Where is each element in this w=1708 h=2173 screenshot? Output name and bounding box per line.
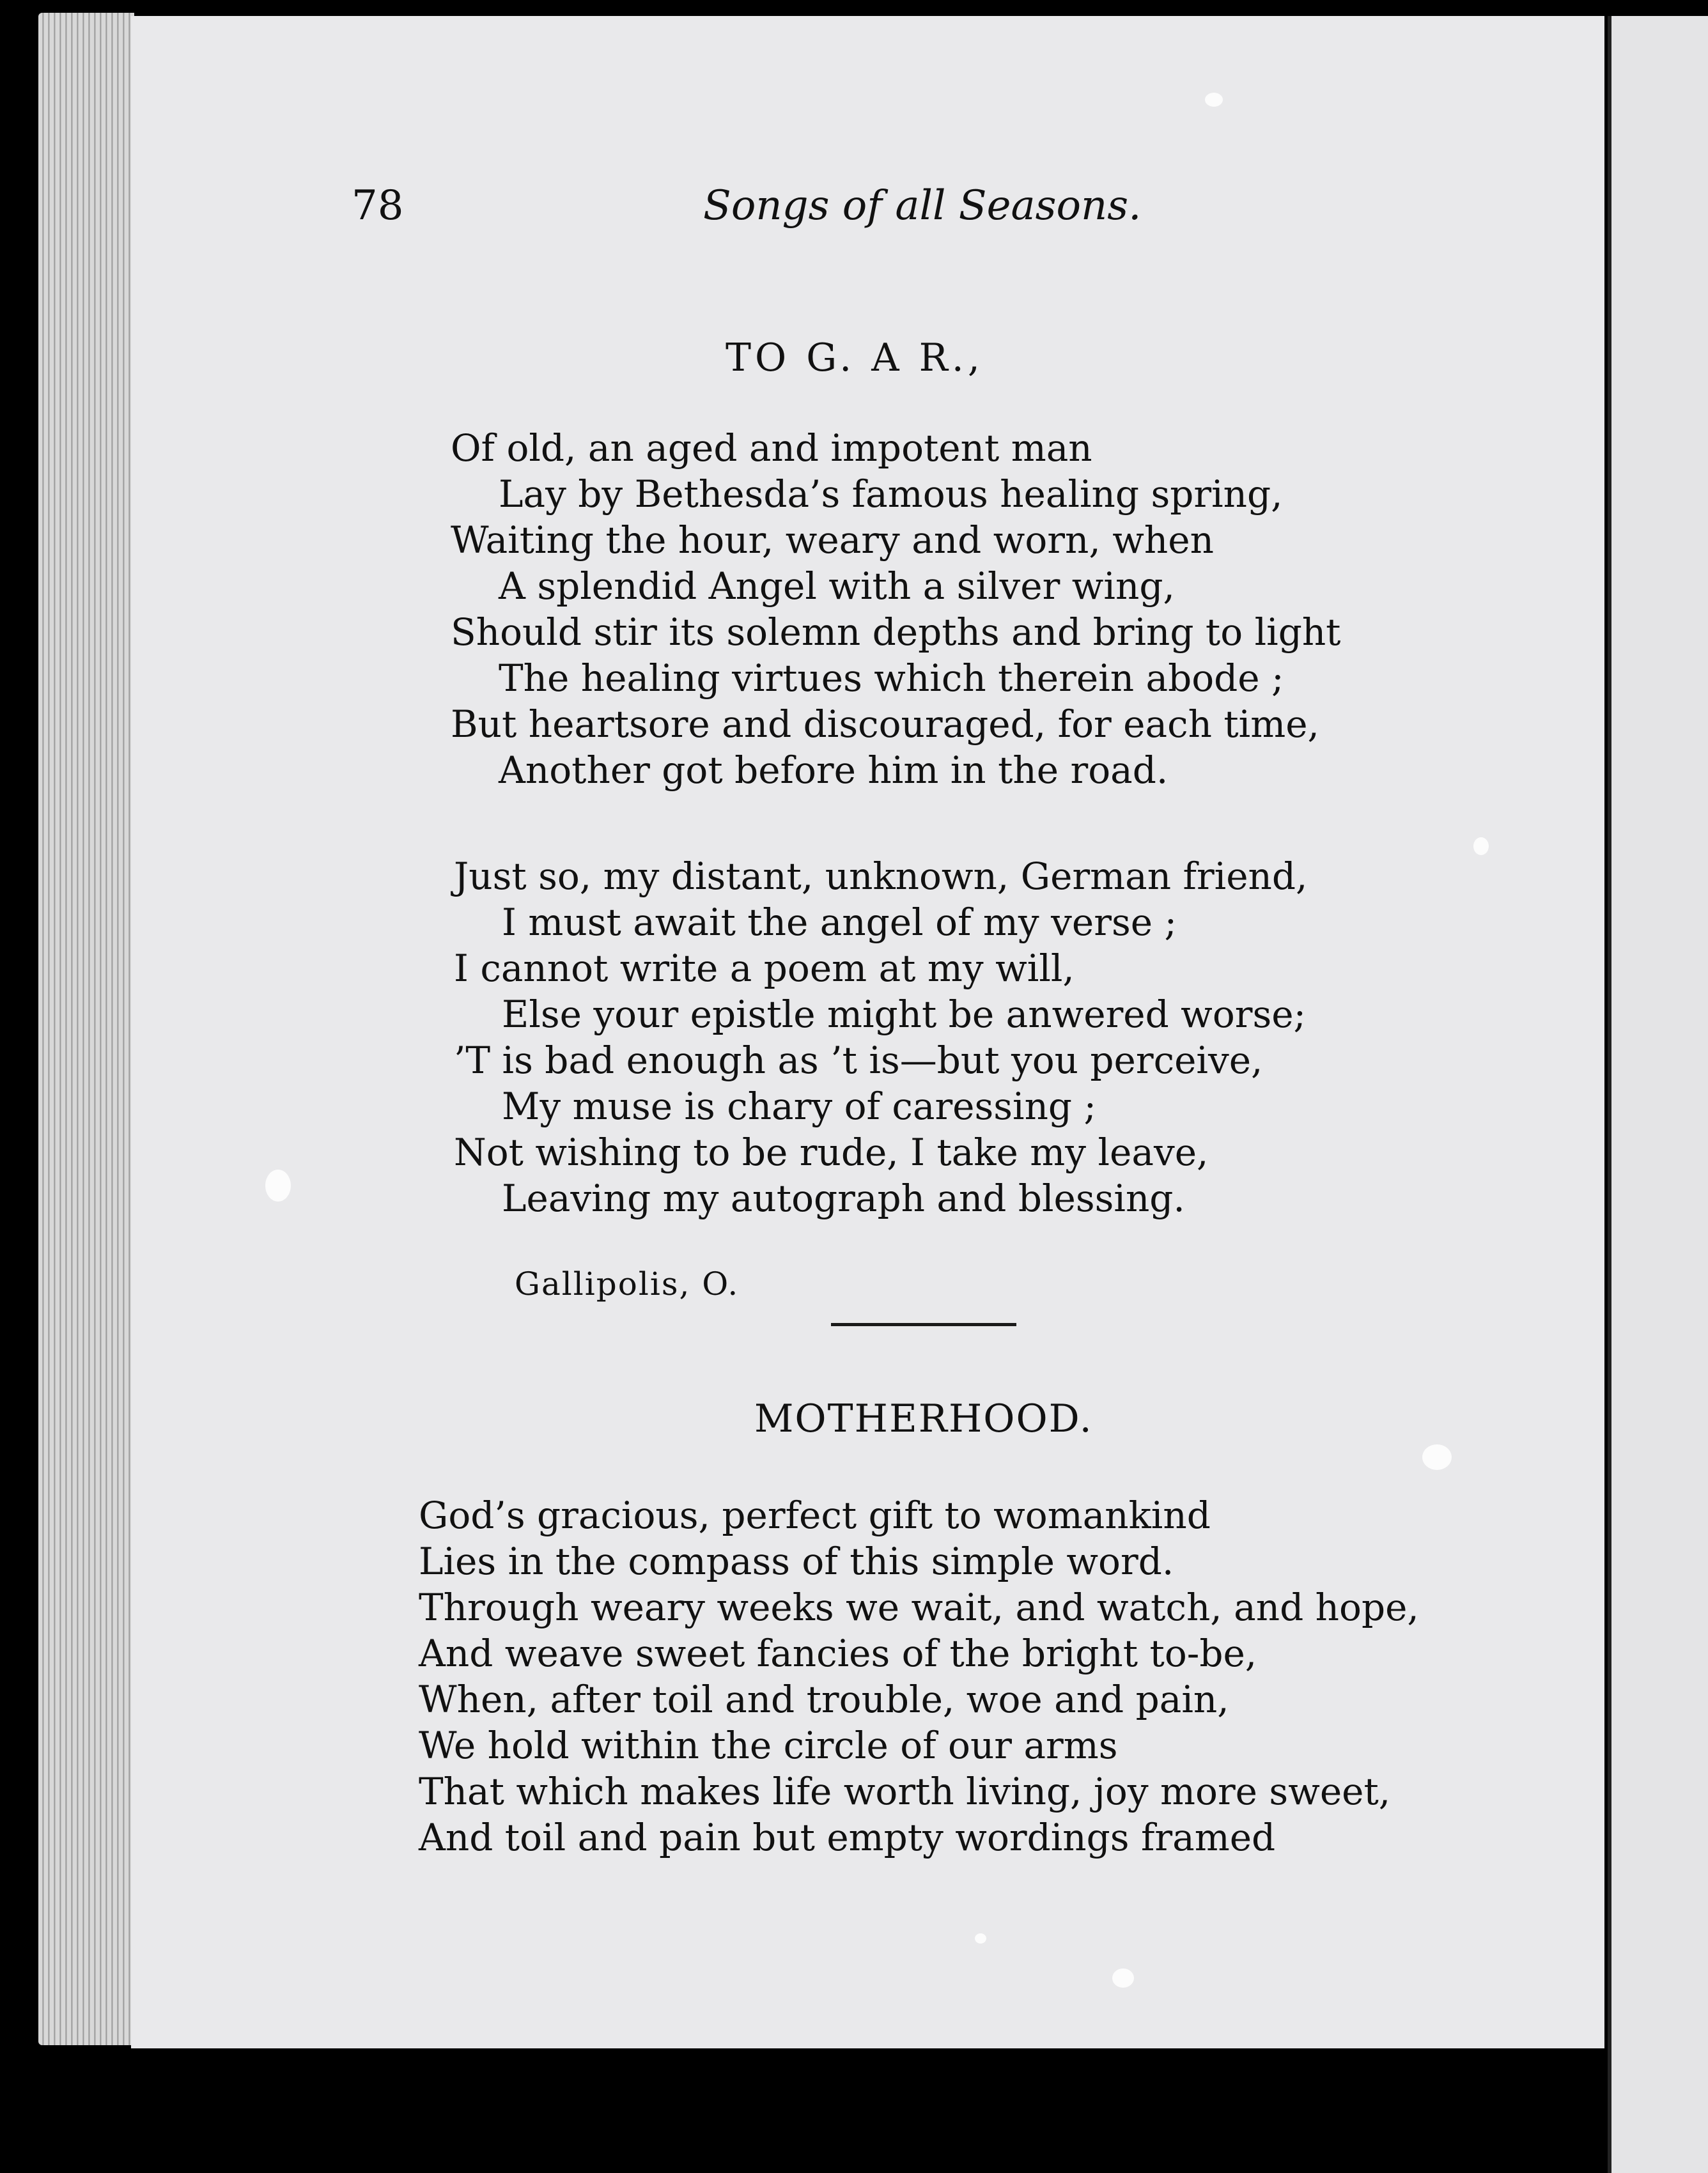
stanza-2 bbox=[454, 853, 1307, 1221]
scan-speck bbox=[265, 1170, 291, 1202]
poem-title-motherhood: MOTHERHOOD. bbox=[754, 1396, 1093, 1441]
verse-line: And weave sweet fancies of the bright to-be, bbox=[419, 1632, 1257, 1675]
page-number: 78 bbox=[352, 182, 404, 229]
verse-line: Not wishing to be rude, I take my leave, bbox=[454, 1131, 1209, 1174]
scan-speck bbox=[1112, 1968, 1134, 1988]
verse-line: Lay by Bethesda’s famous healing spring, bbox=[499, 472, 1283, 516]
scan-speck bbox=[1422, 1444, 1452, 1470]
verse-line: Should stir its solemn depths and bring to light bbox=[451, 610, 1341, 654]
verse-line: That which makes life worth living, joy more sweet, bbox=[419, 1770, 1391, 1813]
verse-line: Leaving my autograph and blessing. bbox=[502, 1177, 1185, 1220]
verse-line: The healing virtues which therein abode ; bbox=[499, 656, 1284, 700]
section-divider bbox=[831, 1323, 1016, 1326]
book-page bbox=[131, 16, 1604, 2048]
verse-line: ’T is bad enough as ’t is—but you perceive, bbox=[454, 1039, 1263, 1082]
scan-speck bbox=[975, 1933, 986, 1944]
verse-line: God’s gracious, perfect gift to womankind bbox=[419, 1494, 1211, 1537]
verse-line: Just so, my distant, unknown, German friend, bbox=[454, 855, 1308, 898]
facing-page-edge bbox=[1608, 16, 1708, 2173]
verse-line: Through weary weeks we wait, and watch, and hope, bbox=[419, 1586, 1419, 1629]
verse-line: Lies in the compass of this simple word. bbox=[419, 1540, 1174, 1583]
stanza-1 bbox=[451, 425, 1340, 793]
stanza-motherhood bbox=[419, 1492, 1419, 1860]
verse-line: Of old, an aged and impotent man bbox=[451, 426, 1092, 470]
verse-line: My muse is chary of caressing ; bbox=[502, 1085, 1097, 1128]
poem-title-to-gar: TO G. A R., bbox=[726, 336, 984, 380]
running-head: Songs of all Seasons. bbox=[703, 182, 1142, 229]
scan-speck bbox=[1205, 93, 1223, 107]
scan-speck bbox=[1473, 837, 1489, 855]
verse-line: I cannot write a poem at my will, bbox=[454, 947, 1075, 990]
verse-line: Another got before him in the road. bbox=[499, 748, 1168, 792]
verse-line: When, after toil and trouble, woe and pain, bbox=[419, 1678, 1229, 1721]
page-edges bbox=[38, 13, 134, 2045]
verse-line: A splendid Angel with a silver wing, bbox=[499, 564, 1175, 608]
verse-line: Waiting the hour, weary and worn, when bbox=[451, 518, 1214, 562]
verse-line: We hold within the circle of our arms bbox=[419, 1724, 1118, 1767]
verse-line: Else your epistle might be anwered worse; bbox=[502, 993, 1307, 1036]
verse-line: I must await the angel of my verse ; bbox=[502, 901, 1177, 944]
place-signature: Gallipolis, O. bbox=[515, 1265, 740, 1303]
verse-line: But heartsore and discouraged, for each time, bbox=[451, 702, 1319, 746]
verse-line: And toil and pain but empty wordings framed bbox=[419, 1816, 1276, 1859]
